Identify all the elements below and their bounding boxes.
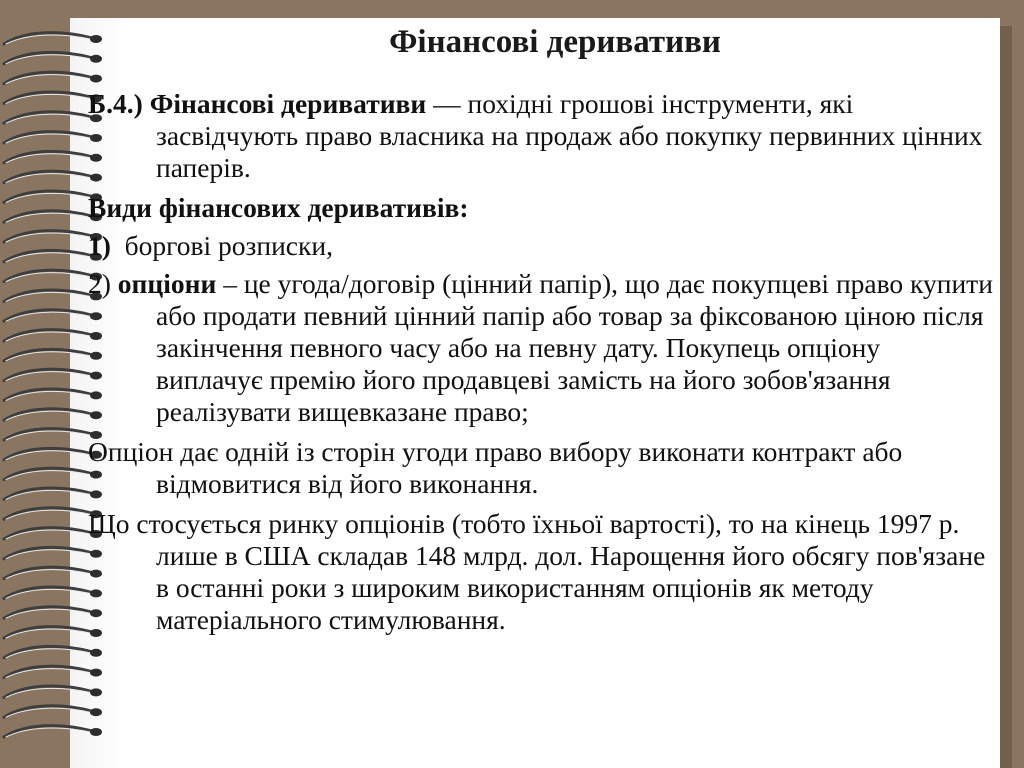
types-heading [88,192,993,224]
definition-term: Б.4.) Фінансові деривативи [88,88,427,119]
definition-paragraph [88,88,993,184]
market-paragraph: Що стосується ринку опціонів (тобто їхньої вартості), то на кінець 1997 р. лише в США складав 148 млрд. дол. Нарощення його обсягу пов'язане в останні роки з широким використанням опціонів як методу матеріального стимулювання. [88,508,986,635]
list-item [88,268,993,428]
list-item-text: – це угода/договір (цінний папір), що дає покупцеві право купити або продати певний цінний папір або товар за фіксованою ціною після закінчення певного часу або на певну дату. Покупець опціону виплачує премію його продавцеві замість на його зобов'язання реалізувати вищевказане право; [156,268,993,427]
list-item-term: опціони [117,268,217,299]
types-heading-text: Види фінансових деривативів: [88,192,469,223]
slide-content [88,88,993,644]
list-item-text: боргові розписки, [110,230,333,261]
list-item [88,230,993,262]
definition-text: — похідні грошові інструменти, які засвідчують право власника на продаж або покупку первинних цінних паперів. [156,88,983,183]
slide-title: Фінансові деривативи [389,24,721,60]
option-paragraph: Опціон дає одній із сторін угоди право вибору виконати контракт або відмовитися від його виконання. [88,436,903,499]
list-item-number: 1) [88,230,111,261]
list-item-number: 2) [88,268,118,299]
